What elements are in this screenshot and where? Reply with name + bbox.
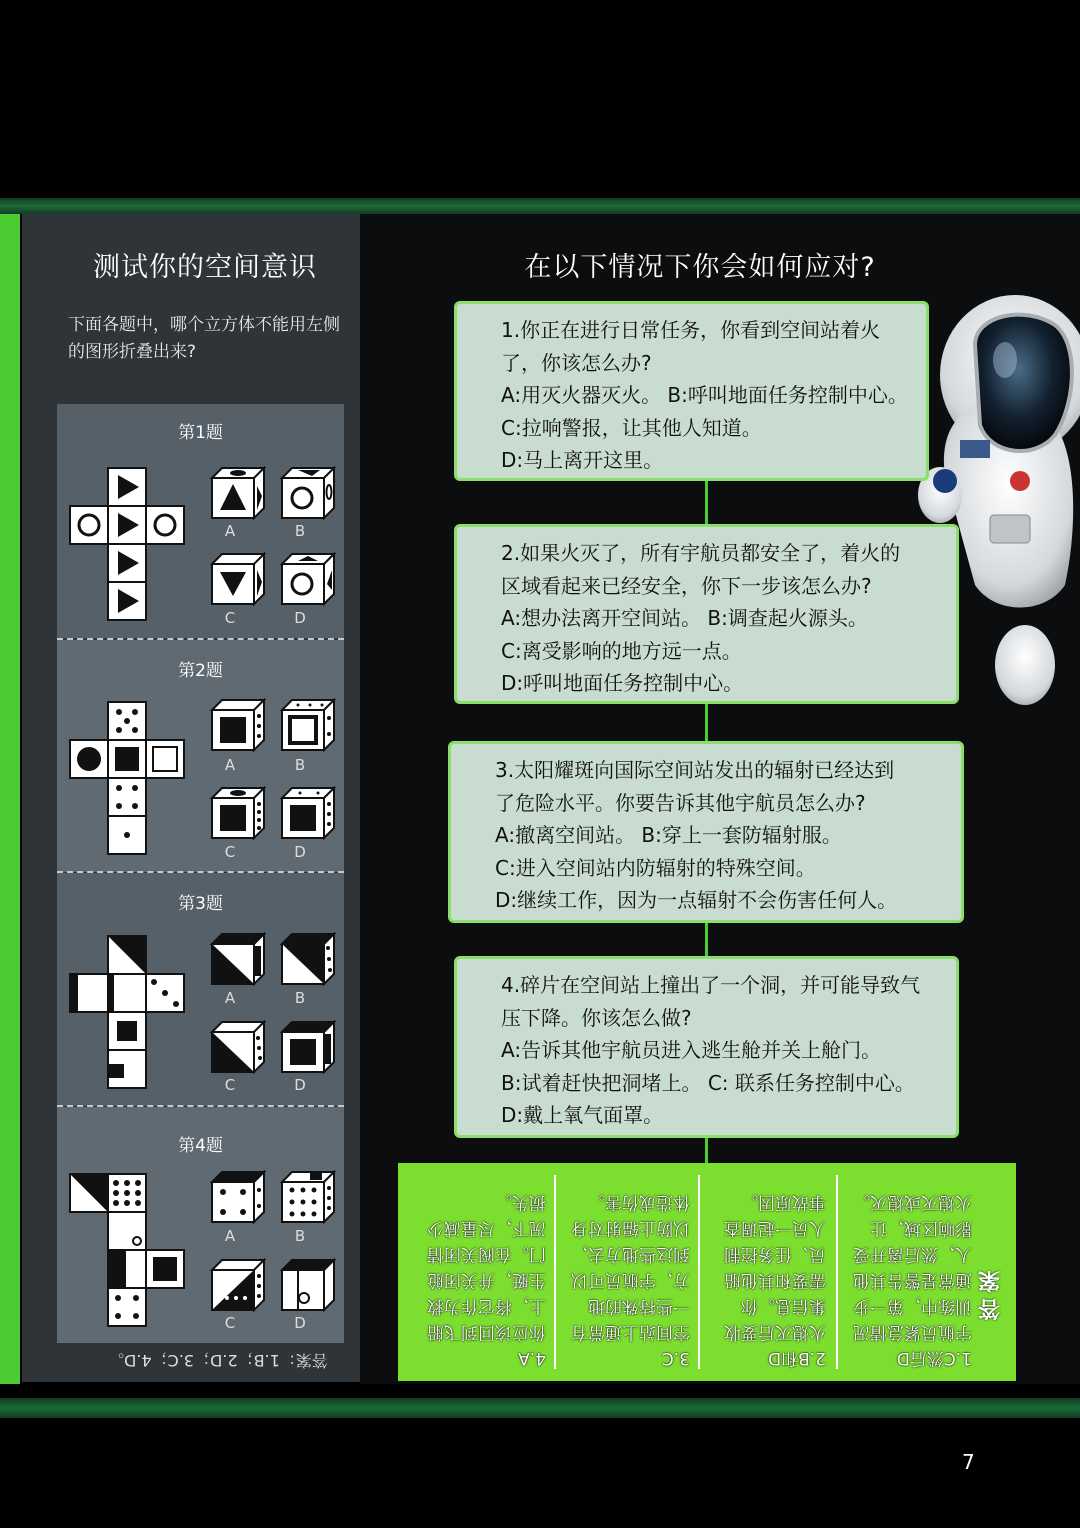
q1-option-a-cube <box>210 466 266 520</box>
scenario-2-line: D:呼叫地面任务控制中心。 <box>501 671 744 695</box>
q1-cube-net <box>68 466 188 624</box>
answer-line: 你应该回到飞船 <box>427 1322 546 1342</box>
left-accent-bar <box>0 214 20 1384</box>
question-4-label: 第4题 <box>178 1136 223 1156</box>
q4-option-d-label: D <box>294 1314 306 1332</box>
right-title: 在以下情况下你会如何应对? <box>524 252 876 283</box>
q2-option-a-cube <box>210 698 266 752</box>
answer-line: 损失。 <box>495 1192 546 1212</box>
answer-column-1 <box>842 1189 972 1371</box>
answer-line: 况下，尽量减少 <box>427 1218 546 1238</box>
q3-option-d-cube <box>280 1020 336 1074</box>
q3-option-a-label: A <box>224 989 236 1007</box>
q1-option-c-cube <box>210 552 266 606</box>
connector-line <box>705 920 708 958</box>
scenario-3-line: 3.太阳耀斑向国际空间站发出的辐射已经达到 <box>495 758 895 782</box>
answer-line: 人员一起调查 <box>724 1218 826 1238</box>
scenario-2-line: 2.如果火灭了，所有宇航员都安全了，着火的 <box>501 541 901 565</box>
q2-cube-net <box>68 700 188 858</box>
q2-option-c-label: C <box>224 843 236 861</box>
q4-option-d-cube <box>280 1258 336 1312</box>
q3-cube-net <box>68 934 188 1092</box>
q1-option-d-cube <box>280 552 336 606</box>
answer-line: 2.B和D <box>768 1348 826 1368</box>
answer-line: 到这些地方去， <box>571 1244 690 1264</box>
q4-option-c-label: C <box>224 1314 236 1332</box>
answer-line: 上，将它作为救 <box>427 1296 546 1316</box>
answer-line: 通常是警告其他 <box>853 1270 972 1290</box>
scenario-3-line: D:继续工作，因为一点辐射不会伤害任何人。 <box>495 888 898 912</box>
q2-option-b-cube <box>280 698 336 752</box>
answer-line: 以防止辐射对身 <box>571 1218 690 1238</box>
q1-option-a-label: A <box>224 522 236 540</box>
answers-heading: 答案 <box>977 1267 1000 1320</box>
scenario-4-line: D:戴上氧气面罩。 <box>501 1103 664 1127</box>
answer-line: 空间站上通常有 <box>571 1322 690 1342</box>
cube-answers-upside-down: 答案：1.B；2.D；3.C；4.D。 <box>108 1351 328 1370</box>
answer-line: 火熄灭或熄灭。 <box>853 1192 972 1212</box>
scenario-4-line: A:告诉其他宇航员进入逃生舱并关上舱门。 <box>501 1038 882 1062</box>
q3-option-b-label: B <box>294 989 306 1007</box>
answers-box <box>398 1163 1016 1381</box>
scenario-1-line: A:用灭火器灭火。 B:呼叫地面任务控制中心。 <box>501 383 908 407</box>
scenario-1-line: C:拉响警报，让其他人知道。 <box>501 415 762 440</box>
answer-line: 方，宇航员可以 <box>571 1270 690 1290</box>
scenario-1-line: 了，你该怎么办? <box>501 350 652 375</box>
scenario-1-card <box>454 301 929 481</box>
answer-line: 事故原因。 <box>741 1192 826 1212</box>
answer-column-2 <box>696 1189 826 1371</box>
bottom-green-stripe <box>0 1398 1080 1418</box>
answer-line: 需要和其他船 <box>724 1270 826 1290</box>
connector-line <box>705 478 708 528</box>
answer-line: 训练中，第一步 <box>853 1296 972 1316</box>
question-1-label: 第1题 <box>178 423 223 443</box>
answers-upside-down <box>398 1163 1016 1381</box>
top-green-stripe <box>0 198 1080 214</box>
connector-line <box>705 1134 708 1166</box>
answer-line: 门。在阀关闭情 <box>427 1244 546 1264</box>
answer-line: 集信息。你 <box>741 1296 826 1316</box>
answer-line: 火熄灭后要收 <box>724 1322 826 1342</box>
q4-cube-net <box>68 1172 188 1330</box>
q1-option-b-cube <box>280 466 336 520</box>
answer-separator <box>554 1175 556 1369</box>
scenario-2-line: C:离受影响的地方远一点。 <box>501 638 742 663</box>
q3-option-c-label: C <box>224 1076 236 1094</box>
answer-line: 体造成伤害。 <box>588 1192 690 1212</box>
answer-line: 生艇，并关闭舱 <box>427 1270 546 1290</box>
q4-option-b-cube <box>280 1170 336 1224</box>
connector-line <box>705 702 708 744</box>
answer-column-3 <box>560 1189 690 1371</box>
answer-line: 人，然后离开受 <box>853 1244 972 1264</box>
q3-option-a-cube <box>210 932 266 986</box>
scenario-2-line: 区域看起来已经安全，你下一步该怎么办? <box>501 573 872 598</box>
intro-text: 下面各题中，哪个立方体不能用左侧的图形折叠出来? <box>68 315 340 362</box>
scenario-4-card <box>454 956 959 1138</box>
q2-option-d-cube <box>280 786 336 840</box>
q3-option-b-cube <box>280 932 336 986</box>
q1-option-b-label: B <box>294 522 306 540</box>
scenario-2-card <box>454 524 959 704</box>
answer-line: 员、任务控制 <box>724 1244 826 1264</box>
q3-option-c-cube <box>210 1020 266 1074</box>
q1-option-d-label: D <box>294 609 306 627</box>
answer-line: 影响区域，让 <box>870 1218 972 1238</box>
q2-option-c-cube <box>210 786 266 840</box>
q4-option-b-label: B <box>294 1227 306 1245</box>
answer-line: 4.A <box>518 1348 546 1368</box>
answer-separator <box>836 1175 838 1369</box>
q2-option-b-label: B <box>294 756 306 774</box>
scenario-3-card <box>448 741 964 923</box>
q4-option-c-cube <box>210 1258 266 1312</box>
answer-separator <box>698 1175 700 1369</box>
scenario-3-line: 了危险水平。你要告诉其他宇航员怎么办? <box>495 790 866 815</box>
answer-column-4 <box>416 1189 546 1371</box>
q4-option-a-label: A <box>224 1227 236 1245</box>
q2-option-a-label: A <box>224 756 236 774</box>
q3-option-d-label: D <box>294 1076 306 1094</box>
question-3-label: 第3题 <box>178 894 223 914</box>
q2-option-d-label: D <box>294 843 306 861</box>
scenario-3-line: C:进入空间站内防辐射的特殊空间。 <box>495 855 816 880</box>
answer-line: 一些特殊的地 <box>588 1296 690 1316</box>
scenario-3-line: A:撤离空间站。 B:穿上一套防辐射服。 <box>495 823 842 847</box>
q4-option-a-cube <box>210 1170 266 1224</box>
scenario-1-line: 1.你正在进行日常任务，你看到空间站着火 <box>501 318 881 342</box>
scenario-4-line: B:试着赶快把洞堵上。 C: 联系任务控制中心。 <box>501 1070 915 1095</box>
answer-line: 宇航员紧急情况 <box>853 1322 972 1342</box>
question-2-label: 第2题 <box>178 661 223 681</box>
answer-line: 3.C <box>661 1348 690 1368</box>
answer-line: 1.C然后D <box>896 1348 972 1368</box>
scenario-4-line: 压下降。你该怎么做? <box>501 1005 692 1030</box>
q1-option-c-label: C <box>224 609 236 627</box>
scenario-1-line: D:马上离开这里。 <box>501 448 664 472</box>
page-number: 7 <box>962 1450 975 1474</box>
scenario-4-line: 4.碎片在空间站上撞出了一个洞，并可能导致气 <box>501 973 921 997</box>
left-title: 测试你的空间意识 <box>93 252 317 283</box>
scenario-2-line: A:想办法离开空间站。 B:调查起火源头。 <box>501 606 868 630</box>
